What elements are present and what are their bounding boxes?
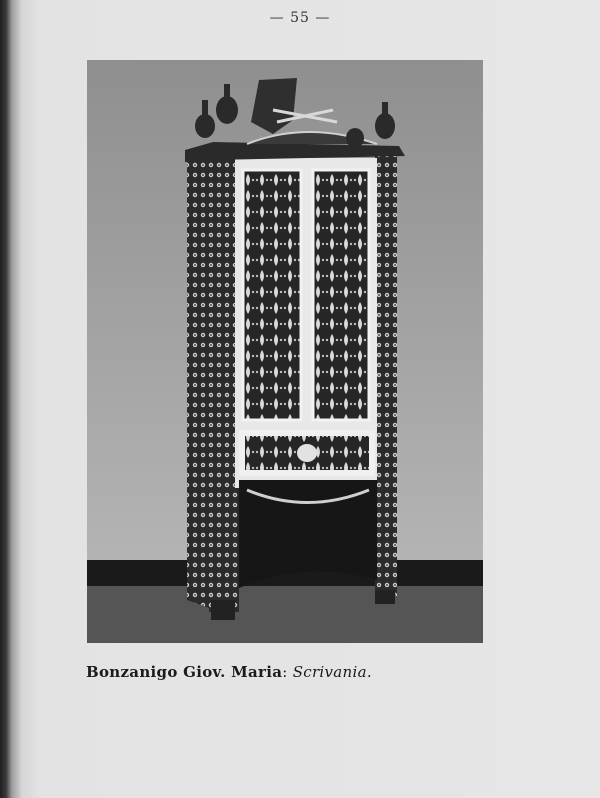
- caption-title: Scrivania.: [292, 663, 372, 681]
- cabinet-photograph: [87, 60, 483, 643]
- plate-caption: [86, 663, 372, 681]
- cabinet-side: [187, 152, 209, 608]
- caption-author: Bonzanigo Giov. Maria: [86, 663, 283, 681]
- left-foot: [211, 600, 235, 620]
- caption-separator: :: [282, 663, 293, 681]
- left-door-panel: [243, 170, 301, 420]
- drawer-medallion: [297, 444, 317, 462]
- floor: [87, 586, 483, 643]
- left-pilaster: [209, 152, 239, 612]
- right-foot: [375, 590, 395, 604]
- right-pilaster: [375, 156, 397, 596]
- right-door-panel: [313, 170, 369, 420]
- photograph-plate: [87, 60, 483, 643]
- page-number: — 55 —: [269, 10, 331, 26]
